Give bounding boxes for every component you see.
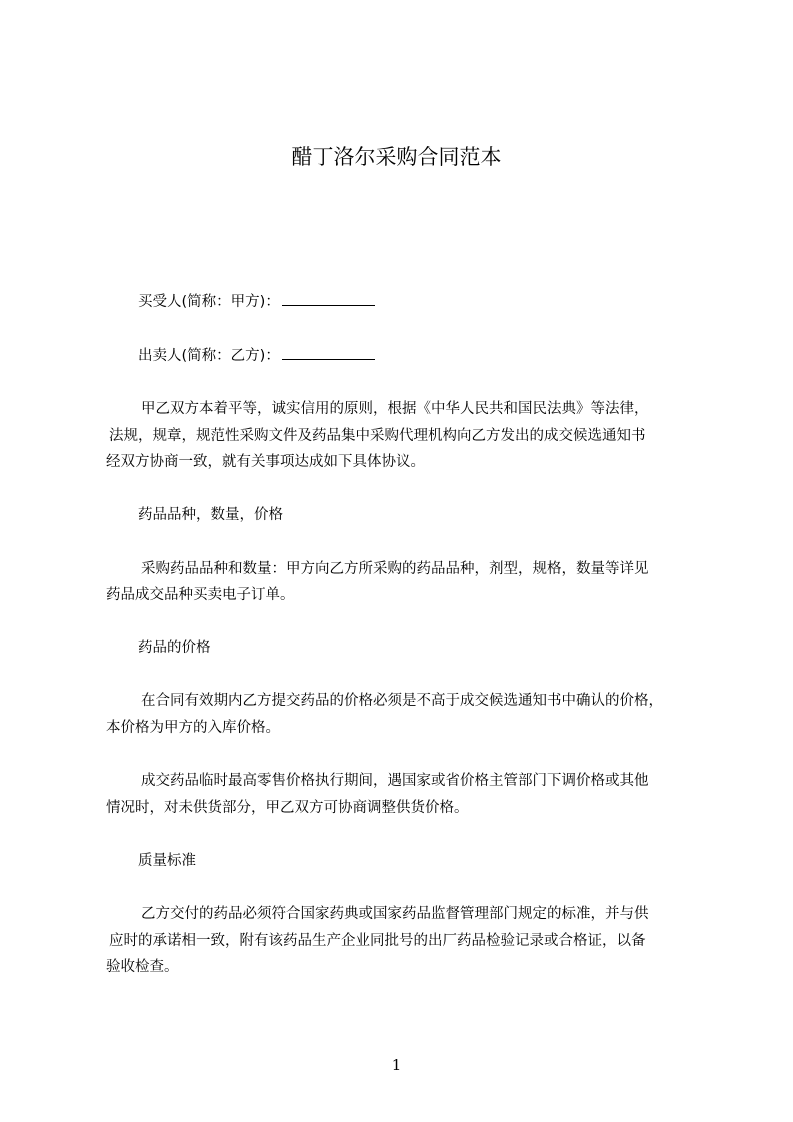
buyer-label: 买受人(简称：甲方)： xyxy=(138,294,280,310)
seller-label: 出卖人(简称：乙方)： xyxy=(138,348,280,364)
section-heading-price: 药品的价格 xyxy=(138,640,211,656)
quality-line-2: 应时的承诺相一致，附有该药品生产企业同批号的出厂药品检验记录或合格证，以备 xyxy=(109,933,646,949)
price-adjust-line-2: 情况时，对未供货部分，甲乙双方可协商调整供货价格。 xyxy=(106,800,469,816)
seller-line xyxy=(138,345,375,366)
variety-line-2: 药品成交品种买卖电子订单。 xyxy=(106,587,295,603)
document-title: 醋丁洛尔采购合同范本 xyxy=(291,145,502,169)
quality-line-3: 验收检查。 xyxy=(106,959,179,975)
intro-line-2: 法规，规章，规范性采购文件及药品集中采购代理机构向乙方发出的成交候选通知书 xyxy=(109,428,646,444)
buyer-line xyxy=(138,291,375,312)
section-heading-variety: 药品品种，数量，价格 xyxy=(138,507,283,523)
page-number: 1 xyxy=(391,1056,402,1074)
price-line-2: 本价格为甲方的入库价格。 xyxy=(106,720,280,736)
intro-line-3: 经双方协商一致，就有关事项达成如下具体协议。 xyxy=(106,454,425,470)
quality-line-1: 乙方交付的药品必须符合国家药典或国家药品监督管理部门规定的标准，并与供 xyxy=(141,906,649,922)
buyer-blank-field xyxy=(282,291,375,306)
seller-blank-field xyxy=(282,345,375,360)
price-line-1: 在合同有效期内乙方提交药品的价格必须是不高于成交候选通知书中确认的价格， xyxy=(141,693,663,709)
section-heading-quality: 质量标准 xyxy=(138,853,196,869)
intro-line-1: 甲乙双方本着平等，诚实信用的原则，根据《中华人民共和国民法典》等法律， xyxy=(141,401,649,417)
price-adjust-line-1: 成交药品临时最高零售价格执行期间，遇国家或省价格主管部门下调价格或其他 xyxy=(141,773,649,789)
variety-line-1: 采购药品品种和数量：甲方向乙方所采购的药品品种，剂型，规格，数量等详见 xyxy=(141,561,649,577)
